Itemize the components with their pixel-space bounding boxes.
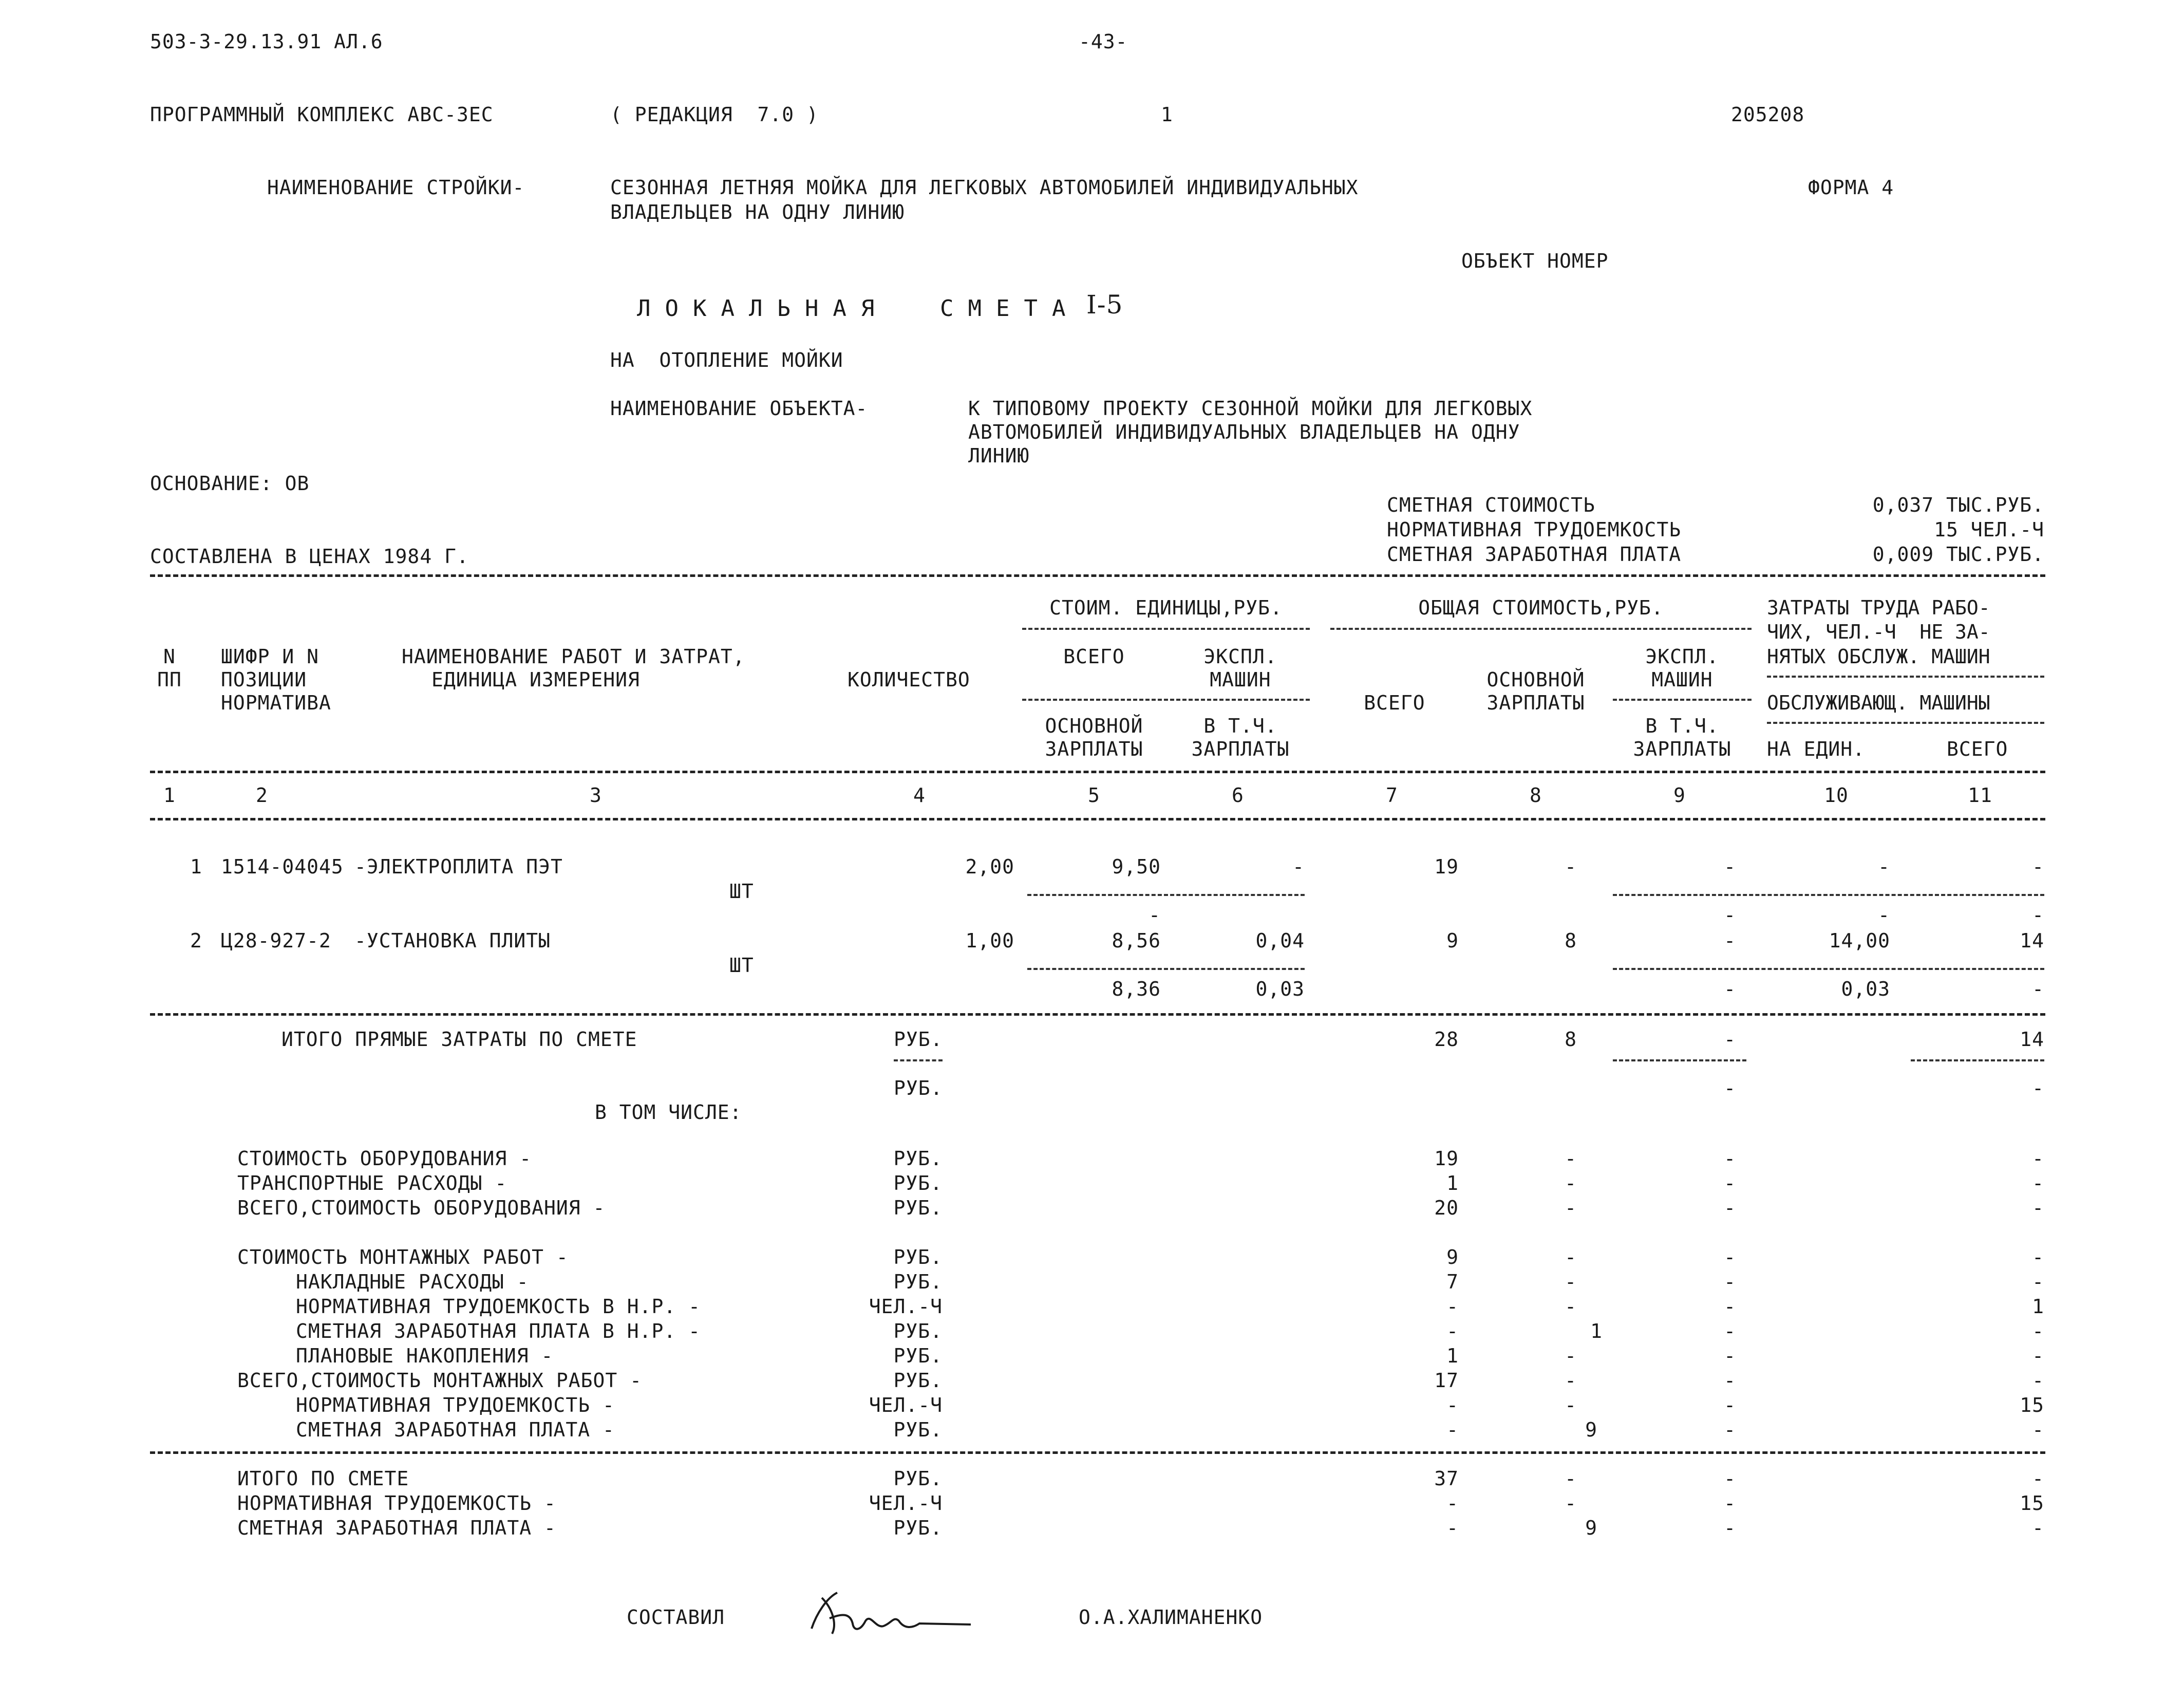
col-total-exp-header: МАШИН xyxy=(1651,668,1713,691)
breakdown-labor: 1 xyxy=(2032,1295,2044,1318)
breakdown-labor: - xyxy=(2032,1369,2044,1392)
breakdown-total: 1 xyxy=(1446,1345,1459,1367)
breakdown-unit: РУБ. xyxy=(893,1197,943,1219)
document-number: 205208 xyxy=(1731,103,1805,126)
totals-rule xyxy=(150,1451,2045,1454)
item-labor-sub-total: - xyxy=(2032,978,2044,1000)
summary-label: НОРМАТИВНАЯ ТРУДОЕМКОСТЬ xyxy=(1387,518,1682,541)
breakdown-total: - xyxy=(1446,1418,1459,1441)
col-total-incl-header: В Т.Ч. xyxy=(1645,715,1719,737)
sub-divider xyxy=(894,1059,943,1061)
col-cipher-header: ШИФР И N xyxy=(221,645,319,668)
item-unit-incl: 0,03 xyxy=(1255,978,1305,1000)
direct-costs-exp: - xyxy=(1724,1028,1736,1051)
item-labor-total: - xyxy=(2032,855,2044,878)
breakdown-exp: - xyxy=(1724,1369,1736,1392)
breakdown-exp: - xyxy=(1724,1345,1736,1367)
column-number: 4 xyxy=(913,784,926,807)
col-unit-exp-header: МАШИН xyxy=(1210,668,1271,691)
breakdown-unit: ЧЕЛ.-Ч xyxy=(869,1394,943,1416)
col-total-wage-header: ЗАРПЛАТЫ xyxy=(1486,692,1585,714)
item-quantity: 2,00 xyxy=(965,855,1014,878)
item-total-exp: - xyxy=(1724,855,1736,878)
breakdown-wage: - xyxy=(1565,1246,1577,1268)
object-name-line2: АВТОМОБИЛЕЙ ИНДИВИДУАЛЬНЫХ ВЛАДЕЛЬЦЕВ НА ОДНУ xyxy=(968,421,1520,443)
breakdown-label: ВСЕГО,СТОИМОСТЬ ОБОРУДОВАНИЯ - xyxy=(237,1197,606,1219)
item-labor-unit: - xyxy=(1878,855,1890,878)
column-number: 7 xyxy=(1386,784,1398,807)
totals-unit: РУБ. xyxy=(893,1467,943,1490)
totals-label: НОРМАТИВНАЯ ТРУДОЕМКОСТЬ - xyxy=(237,1492,556,1515)
breakdown-unit: РУБ. xyxy=(893,1172,943,1194)
breakdown-labor: - xyxy=(2032,1271,2044,1293)
breakdown-total: 7 xyxy=(1446,1271,1459,1293)
col-num-header: ПП xyxy=(157,668,182,691)
breakdown-exp: - xyxy=(1724,1147,1736,1170)
item-number: 2 xyxy=(190,929,202,952)
breakdown-exp: - xyxy=(1724,1320,1736,1342)
sub-divider xyxy=(1613,1059,1746,1061)
breakdown-labor: 15 xyxy=(2020,1394,2044,1416)
breakdown-exp: - xyxy=(1724,1246,1736,1268)
direct-costs-unit: РУБ. xyxy=(894,1028,943,1051)
breakdown-label: СМЕТНАЯ ЗАРАБОТНАЯ ПЛАТА - xyxy=(296,1418,615,1441)
breakdown-labor: - xyxy=(2032,1246,2044,1268)
item-name: -ЭЛЕКТРОПЛИТА ПЭТ xyxy=(354,855,563,878)
breakdown-label: СТОИМОСТЬ МОНТАЖНЫХ РАБОТ - xyxy=(237,1246,569,1268)
column-number: 10 xyxy=(1824,784,1849,807)
item-unit-total: 8,56 xyxy=(1112,929,1161,952)
breakdown-total: 1 xyxy=(1446,1172,1459,1194)
col-labor-header: НЯТЫХ ОБСЛУЖ. МАШИН xyxy=(1767,645,1990,668)
totals-labor: - xyxy=(2032,1517,2044,1539)
breakdown-wage: - xyxy=(1565,1369,1577,1392)
page-number: -43- xyxy=(1079,30,1128,53)
including-label: В ТОМ ЧИСЛЕ: xyxy=(595,1101,742,1124)
direct-costs-exp-incl: - xyxy=(1724,1077,1736,1099)
estimate-title: ЛОКАЛЬНАЯ xyxy=(637,295,889,322)
breakdown-exp: - xyxy=(1724,1172,1736,1194)
item-number: 1 xyxy=(190,855,202,878)
column-number: 11 xyxy=(1968,784,1992,807)
item-unit: ШТ xyxy=(729,880,754,903)
item-labor-sub: - xyxy=(1878,904,1890,926)
signature xyxy=(801,1582,976,1644)
col-total-exp-header: ЭКСПЛ. xyxy=(1645,645,1719,668)
header-divider xyxy=(1767,676,2044,678)
totals-label: ИТОГО ПО СМЕТЕ xyxy=(237,1467,409,1490)
breakdown-labor: - xyxy=(2032,1197,2044,1219)
estimate-title-second: СМЕТА xyxy=(940,295,1080,322)
breakdown-unit: ЧЕЛ.-Ч xyxy=(869,1295,943,1318)
totals-exp: - xyxy=(1724,1517,1736,1539)
header-divider xyxy=(1330,628,1752,630)
construction-name-line1: СЕЗОННАЯ ЛЕТНЯЯ МОЙКА ДЛЯ ЛЕГКОВЫХ АВТОМОБИЛЕЙ ИНДИВИДУАЛЬНЫХ xyxy=(610,176,1359,199)
breakdown-unit: РУБ. xyxy=(893,1369,943,1392)
col-cipher-header: ПОЗИЦИИ xyxy=(221,668,307,691)
col-unit-exp-header: ЭКСПЛ. xyxy=(1203,645,1277,668)
construction-name-line2: ВЛАДЕЛЬЦЕВ НА ОДНУ ЛИНИЮ xyxy=(610,201,905,223)
item-unit-wage: - xyxy=(1149,904,1161,926)
sub-divider xyxy=(1911,1059,2044,1061)
col-unit-cost-header: СТОИМ. ЕДИНИЦЫ,РУБ. xyxy=(1049,596,1283,619)
column-number: 6 xyxy=(1232,784,1244,807)
totals-total: - xyxy=(1446,1517,1459,1539)
item-unit-wage: 8,36 xyxy=(1112,978,1161,1000)
breakdown-unit: РУБ. xyxy=(893,1345,943,1367)
direct-costs-wage: 8 xyxy=(1565,1028,1577,1051)
breakdown-labor: - xyxy=(2032,1172,2044,1194)
item-quantity: 1,00 xyxy=(965,929,1014,952)
sub-divider xyxy=(1613,894,2044,896)
col-qty-header: КОЛИЧЕСТВО xyxy=(848,668,970,691)
breakdown-total: - xyxy=(1446,1394,1459,1416)
compiled-label: СОСТАВИЛ xyxy=(627,1606,725,1629)
item-unit-exp: - xyxy=(1292,855,1305,878)
item-labor-unit: 14,00 xyxy=(1829,929,1890,952)
breakdown-wage: - xyxy=(1565,1172,1577,1194)
direct-costs-label: ИТОГО ПРЯМЫЕ ЗАТРАТЫ ПО СМЕТЕ xyxy=(281,1028,637,1051)
table-numbers-rule xyxy=(150,818,2045,820)
totals-total: 37 xyxy=(1434,1467,1459,1490)
breakdown-wage: - xyxy=(1565,1295,1577,1318)
object-name-line3: ЛИНИЮ xyxy=(968,444,1030,467)
breakdown-label: НАКЛАДНЫЕ РАСХОДЫ - xyxy=(296,1271,529,1293)
col-labor-sub-header: ОБСЛУЖИВАЮЩ. МАШИНЫ xyxy=(1767,692,1990,714)
item-total: 19 xyxy=(1434,855,1459,878)
col-total-wage-header: ОСНОВНОЙ xyxy=(1486,668,1585,691)
breakdown-label: СМЕТНАЯ ЗАРАБОТНАЯ ПЛАТА В Н.Р. - xyxy=(296,1320,701,1342)
totals-exp: - xyxy=(1724,1467,1736,1490)
summary-label: СМЕТНАЯ СТОИМОСТЬ xyxy=(1387,494,1595,516)
breakdown-exp: - xyxy=(1724,1271,1736,1293)
document-code: 503-3-29.13.91 АЛ.6 xyxy=(150,30,383,53)
item-unit-exp: 0,04 xyxy=(1255,929,1305,952)
breakdown-total: 20 xyxy=(1434,1197,1459,1219)
item-labor-sub-total: - xyxy=(2032,904,2044,926)
item-name: -УСТАНОВКА ПЛИТЫ xyxy=(354,929,551,952)
col-name-header: НАИМЕНОВАНИЕ РАБОТ И ЗАТРАТ, xyxy=(402,645,745,668)
table-header-rule xyxy=(150,771,2045,773)
column-number: 9 xyxy=(1673,784,1686,807)
item-total: 9 xyxy=(1446,929,1459,952)
header-divider xyxy=(1022,628,1310,630)
breakdown-exp: - xyxy=(1724,1418,1736,1441)
column-number: 5 xyxy=(1088,784,1100,807)
items-end-rule xyxy=(150,1013,2045,1016)
breakdown-labor: - xyxy=(2032,1320,2044,1342)
col-unit-total-header: ВСЕГО xyxy=(1063,645,1125,668)
col-cipher-header: НОРМАТИВА xyxy=(221,692,331,714)
breakdown-wage: 9 xyxy=(1585,1418,1597,1441)
breakdown-label: ТРАНСПОРТНЫЕ РАСХОДЫ - xyxy=(237,1172,507,1194)
totals-labor: 15 xyxy=(2020,1492,2044,1515)
breakdown-unit: РУБ. xyxy=(893,1418,943,1441)
breakdown-wage: - xyxy=(1565,1197,1577,1219)
object-name-line1: К ТИПОВОМУ ПРОЕКТУ СЕЗОННОЙ МОЙКИ ДЛЯ ЛЕГКОВЫХ xyxy=(968,397,1533,420)
breakdown-label: ПЛАНОВЫЕ НАКОПЛЕНИЯ - xyxy=(296,1345,554,1367)
program-name: ПРОГРАММНЫЙ КОМПЛЕКС АВС-3ЕС xyxy=(150,103,494,126)
column-number: 1 xyxy=(163,784,176,807)
breakdown-total: - xyxy=(1446,1295,1459,1318)
breakdown-exp: - xyxy=(1724,1394,1736,1416)
header-divider xyxy=(1022,699,1310,701)
summary-value: 0,037 ТЫС.РУБ. xyxy=(1872,494,2044,516)
breakdown-label: СТОИМОСТЬ ОБОРУДОВАНИЯ - xyxy=(237,1147,532,1170)
estimate-subject: НА ОТОПЛЕНИЕ МОЙКИ xyxy=(610,349,843,371)
breakdown-labor: - xyxy=(2032,1345,2044,1367)
program-edition: ( РЕДАКЦИЯ 7.0 ) xyxy=(610,103,819,126)
breakdown-label: НОРМАТИВНАЯ ТРУДОЕМКОСТЬ - xyxy=(296,1394,615,1416)
totals-wage: - xyxy=(1565,1492,1577,1515)
col-unit-incl-header: ЗАРПЛАТЫ xyxy=(1191,738,1290,760)
col-total-all-header: ВСЕГО xyxy=(1364,692,1425,714)
sub-divider xyxy=(1613,968,2044,970)
col-labor-total-header: ВСЕГО xyxy=(1947,738,2008,760)
header-divider xyxy=(1613,699,1752,701)
breakdown-label: ВСЕГО,СТОИМОСТЬ МОНТАЖНЫХ РАБОТ - xyxy=(237,1369,642,1392)
breakdown-total: 9 xyxy=(1446,1246,1459,1268)
summary-label: СМЕТНАЯ ЗАРАБОТНАЯ ПЛАТА xyxy=(1387,543,1682,566)
header-divider xyxy=(1767,722,2044,724)
summary-value: 0,009 ТЫС.РУБ. xyxy=(1872,543,2044,566)
sheet-number: 1 xyxy=(1161,103,1173,126)
breakdown-exp: - xyxy=(1724,1295,1736,1318)
col-num-header: N xyxy=(163,645,176,668)
summary-value: 15 ЧЕЛ.-Ч xyxy=(1934,518,2044,541)
object-number: ОБЪЕКТ НОМЕР xyxy=(1461,250,1609,272)
breakdown-wage: - xyxy=(1565,1345,1577,1367)
col-unit-wage-header: ЗАРПЛАТЫ xyxy=(1045,738,1143,760)
breakdown-wage: 1 xyxy=(1590,1320,1603,1342)
item-code: 1514-04045 xyxy=(221,855,344,878)
breakdown-wage: - xyxy=(1565,1394,1577,1416)
item-labor-total: 14 xyxy=(2020,929,2044,952)
item-unit-total: 9,50 xyxy=(1112,855,1161,878)
item-total-exp: - xyxy=(1724,929,1736,952)
breakdown-wage: - xyxy=(1565,1271,1577,1293)
totals-label: СМЕТНАЯ ЗАРАБОТНАЯ ПЛАТА - xyxy=(237,1517,556,1539)
direct-costs-labor-sub: - xyxy=(2032,1077,2044,1099)
col-total-cost-header: ОБЩАЯ СТОИМОСТЬ,РУБ. xyxy=(1418,596,1664,619)
estimate-number: I-5 xyxy=(1086,290,1123,320)
breakdown-unit: РУБ. xyxy=(893,1147,943,1170)
item-total-incl: - xyxy=(1724,978,1736,1000)
col-unit-incl-header: В Т.Ч. xyxy=(1203,715,1277,737)
totals-wage: - xyxy=(1565,1467,1577,1490)
prices-year: СОСТАВЛЕНА В ЦЕНАХ 1984 Г. xyxy=(150,545,469,568)
breakdown-unit: РУБ. xyxy=(893,1320,943,1342)
item-code: Ц28-927-2 xyxy=(221,929,331,952)
col-name-header: ЕДИНИЦА ИЗМЕРЕНИЯ xyxy=(431,668,640,691)
col-labor-header: ЗАТРАТЫ ТРУДА РАБО- xyxy=(1767,596,1990,619)
breakdown-labor: - xyxy=(2032,1147,2044,1170)
breakdown-label: НОРМАТИВНАЯ ТРУДОЕМКОСТЬ В Н.Р. - xyxy=(296,1295,701,1318)
column-number: 3 xyxy=(590,784,602,807)
totals-unit: РУБ. xyxy=(893,1517,943,1539)
totals-unit: ЧЕЛ.-Ч xyxy=(869,1492,943,1515)
form-number: ФОРМА 4 xyxy=(1808,176,1894,199)
item-total-wage: - xyxy=(1565,855,1577,878)
breakdown-total: 17 xyxy=(1434,1369,1459,1392)
item-total-incl: - xyxy=(1724,904,1736,926)
column-number: 2 xyxy=(256,784,268,807)
totals-total: - xyxy=(1446,1492,1459,1515)
breakdown-unit: РУБ. xyxy=(893,1246,943,1268)
sub-divider xyxy=(1027,894,1305,896)
item-total-wage: 8 xyxy=(1565,929,1577,952)
col-total-incl-header: ЗАРПЛАТЫ xyxy=(1633,738,1731,760)
direct-costs-unit: РУБ. xyxy=(894,1077,943,1099)
breakdown-total: - xyxy=(1446,1320,1459,1342)
breakdown-exp: - xyxy=(1724,1197,1736,1219)
object-label: НАИМЕНОВАНИЕ ОБЪЕКТА- xyxy=(610,397,868,420)
breakdown-wage: - xyxy=(1565,1147,1577,1170)
table-top-rule xyxy=(150,574,2045,577)
totals-wage: 9 xyxy=(1585,1517,1597,1539)
item-unit: ШТ xyxy=(729,954,754,977)
direct-costs-labor: 14 xyxy=(2020,1028,2044,1051)
compiler-name: О.А.ХАЛИМАНЕНКО xyxy=(1079,1606,1263,1629)
breakdown-unit: РУБ. xyxy=(893,1271,943,1293)
sub-divider xyxy=(1027,968,1305,970)
construction-label: НАИМЕНОВАНИЕ СТРОЙКИ- xyxy=(267,176,525,199)
breakdown-labor: - xyxy=(2032,1418,2044,1441)
totals-labor: - xyxy=(2032,1467,2044,1490)
item-labor-sub: 0,03 xyxy=(1841,978,1890,1000)
basis: ОСНОВАНИЕ: ОВ xyxy=(150,472,310,495)
totals-exp: - xyxy=(1724,1492,1736,1515)
column-number: 8 xyxy=(1530,784,1542,807)
col-unit-wage-header: ОСНОВНОЙ xyxy=(1045,715,1143,737)
direct-costs-total: 28 xyxy=(1434,1028,1459,1051)
col-labor-unit-header: НА ЕДИН. xyxy=(1767,738,1866,760)
breakdown-total: 19 xyxy=(1434,1147,1459,1170)
col-labor-header: ЧИХ, ЧЕЛ.-Ч НЕ ЗА- xyxy=(1767,621,1990,643)
